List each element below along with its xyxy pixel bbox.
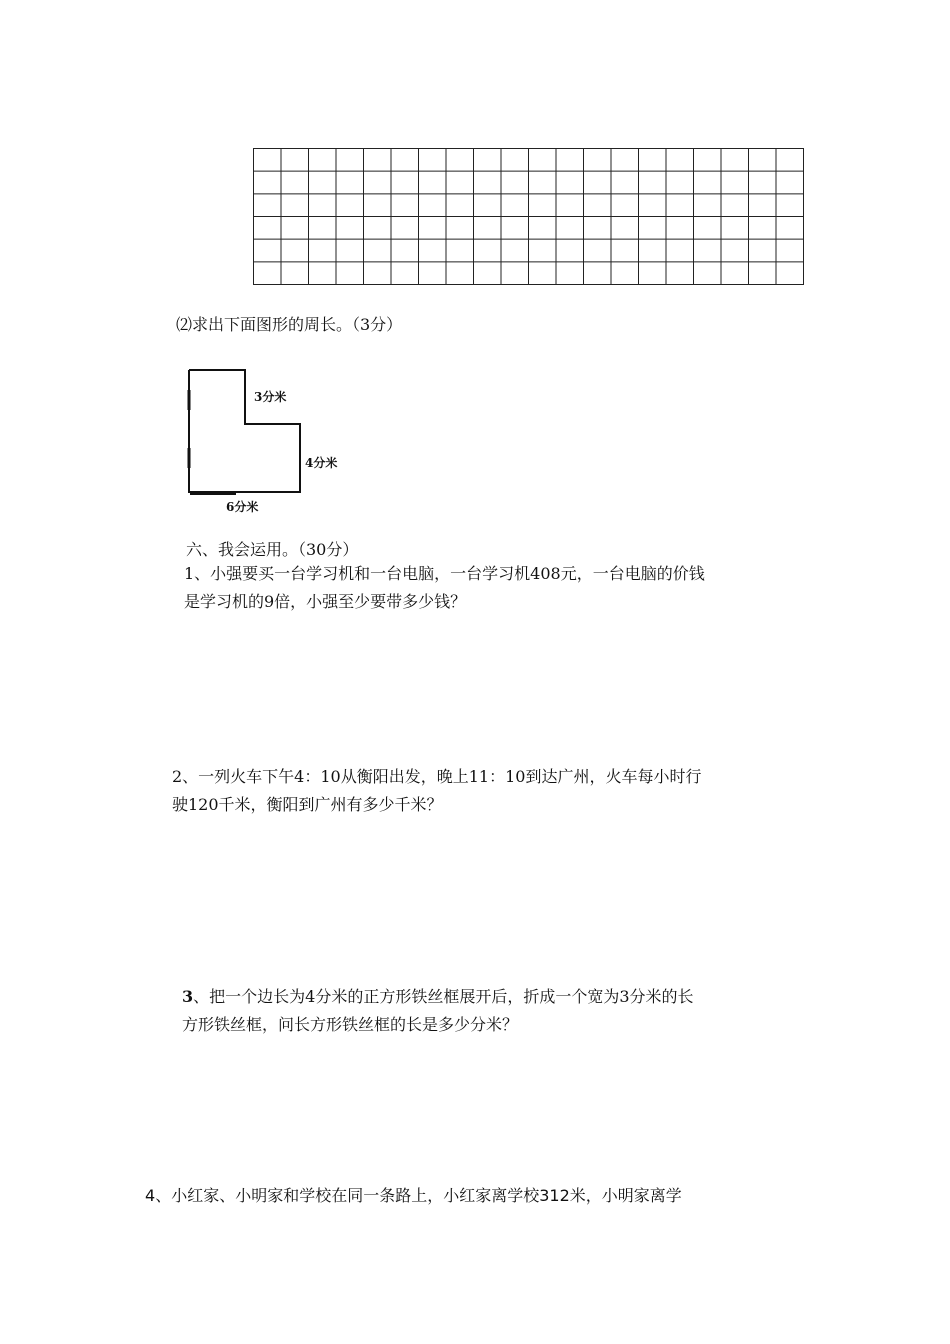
label-3dm: 3分米 (254, 390, 287, 404)
label-4dm: 4分米 (305, 456, 338, 470)
problem-4-text-b: 米，小明家离学 (569, 1186, 682, 1205)
problem-3-text: 、把一个边长为4分米的正方形铁丝框展开后，折成一个宽为3分米的长 (193, 987, 694, 1006)
answer-grid (253, 148, 804, 285)
problem-3-number: 3 (182, 987, 194, 1006)
problem-4-line-1 (145, 1183, 682, 1209)
label-6dm: 6分米 (226, 500, 259, 514)
problem-1-line-2: 是学习机的9倍，小强至少要带多少钱？ (184, 592, 467, 611)
l-shape-figure (176, 360, 366, 522)
problem-3-line-2: 方形铁丝框，问长方形铁丝框的长是多少分米？ (182, 1015, 519, 1034)
problem-4-distance: 312 (539, 1186, 570, 1205)
l-shape-outline (176, 360, 366, 522)
problem-3-line-1 (182, 984, 694, 1010)
problem-2-line-1: 2、一列火车下午4：10从衡阳出发，晚上11：10到达广州，火车每小时行 (172, 767, 702, 786)
section-6-heading: 六、我会运用。（30分） (186, 540, 359, 559)
problem-4-text-a: 、小红家、小明家和学校在同一条路上，小红家离学校 (155, 1186, 540, 1205)
problem-1-line-1: 1、小强要买一台学习机和一台电脑，一台学习机408元，一台电脑的价钱 (184, 564, 705, 583)
question-2-text: ⑵求出下面图形的周长。（3分） (176, 315, 403, 334)
problem-4-number: 4 (145, 1186, 156, 1205)
grid-lines (253, 148, 804, 285)
problem-2-line-2: 驶120千米，衡阳到广州有多少千米？ (172, 795, 443, 814)
